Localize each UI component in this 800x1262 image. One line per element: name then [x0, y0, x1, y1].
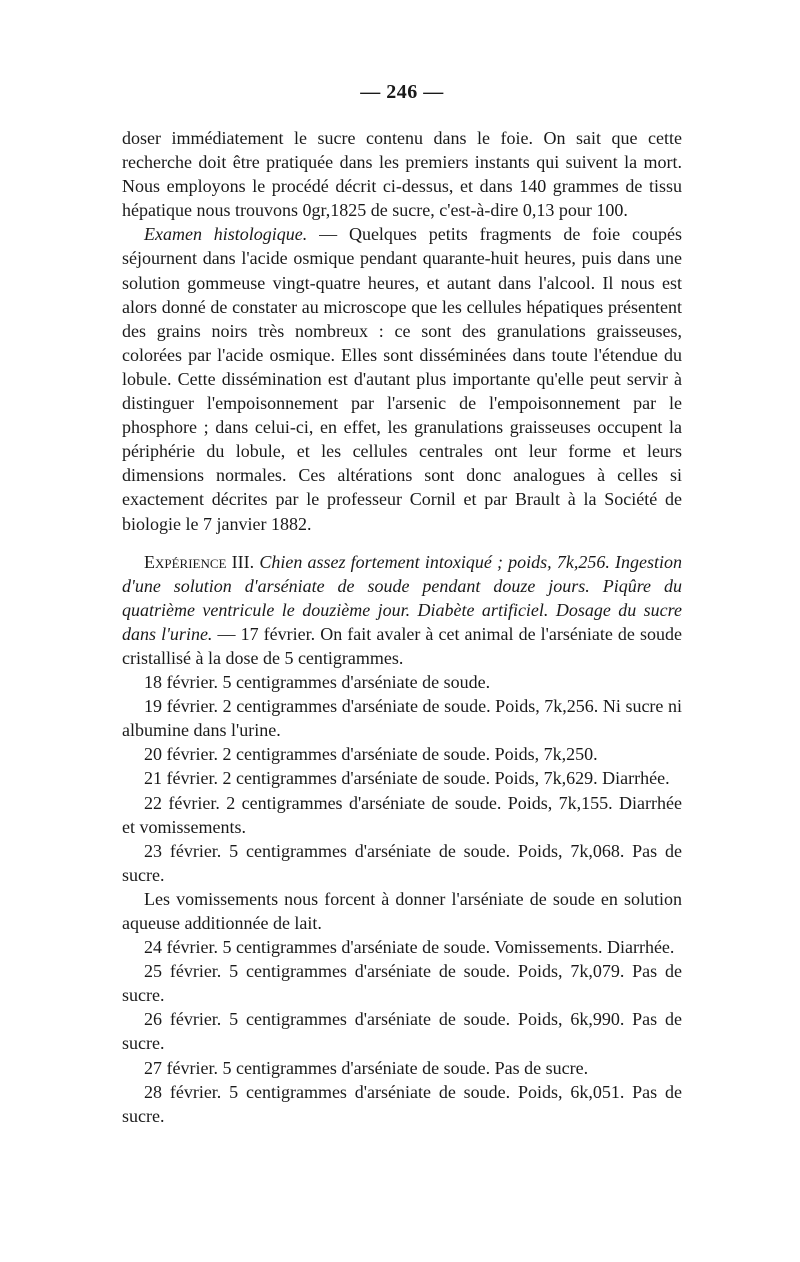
journal-entry: 24 février. 5 centigrammes d'arséniate de soude. Vomissements. Diarrhée. [144, 937, 675, 958]
journal-entry: 22 février. 2 centigrammes d'arséniate de soude. Poids, 7k,155. Diarrhée et vomissements. [122, 792, 682, 837]
journal-entry: 23 février. 5 centigrammes d'arséniate de soude. Poids, 7k,068. Pas de sucre. [122, 840, 682, 885]
journal-entry: Les vomissements nous forcent à donner l'arséniate de soude en solution aqueuse additionnée de lait. [122, 888, 682, 933]
journal-entry: 28 février. 5 centigrammes d'arséniate de soude. Poids, 6k,051. Pas de sucre. [122, 1081, 682, 1126]
page-number: — 246 — [360, 81, 444, 103]
paragraph-histology [122, 222, 682, 535]
experiment-header [122, 550, 682, 670]
histology-text: — Quelques petits fragments de foie coupés séjournent dans l'acide osmique pendant quarante-huit heures, puis dans une solution gommeuse vingt-quatre heures, et autant dans l'alcool. Il nous est alors donné de constater au microscope que les cellules hépatiques présentent des grains noirs très nombreux : ce sont des granulations graisseuses, colorées par l'acide osmique. Elles sont disséminées dans toute l'étendue du lobule. Cette dissémination est d'autant plus importante qu'elle peut servir à distinguer l'empoisonnement par l'arsenic de l'empoisonnement par le phosphore ; dans celui-ci, en effet, les granulations graisseuses occupent la périphérie du lobule, et les cellules centrales ont leur forme et leurs dimensions normales. Ces altérations sont donc analogues à celles si exactement décrites par le professeur Cornil et par Brault à la Société de biologie le 7 janvier 1882. [122, 224, 682, 534]
journal-entry: 25 février. 5 centigrammes d'arséniate de soude. Poids, 7k,079. Pas de sucre. [122, 961, 682, 1006]
experiment-start: — 17 février. On fait avaler à cet animal de l'arséniate de soude cristallisé à la dose de 5 centigrammes. [122, 623, 682, 668]
journal-entry: 21 février. 2 centigrammes d'arséniate de soude. Poids, 7k,629. Diarrhée. [144, 768, 670, 789]
journal-entry: 19 février. 2 centigrammes d'arséniate de soude. Poids, 7k,256. Ni sucre ni albumine dans l'urine. [122, 696, 682, 741]
paragraph-liver-sugar: doser immédiatement le sucre contenu dans le foie. On sait que cette recherche doit être pratiquée dans les premiers instants qui suivent la mort. Nous employons le procédé décrit ci-dessus, et dans 140 grammes de tissu hépatique nous trouvons 0gr,1825 de sucre, c'est-à-dire 0,13 pour 100. [122, 128, 682, 221]
journal-entry: 18 février. 5 centigrammes d'arséniate de soude. [144, 672, 491, 693]
section-gap [122, 536, 682, 550]
experiment-title: Chien assez fortement intoxiqué ; poids, 7k,256. Ingestion d'une solution d'arséniate de soude pendant douze jours. Piqûre du quatrième ventricule le douzième jour. Diabète artificiel. Dosage du sucre dans l'urine. [122, 551, 682, 644]
journal-entry: 27 février. 5 centigrammes d'arséniate de soude. Pas de sucre. [144, 1057, 589, 1078]
journal-entry: 26 février. 5 centigrammes d'arséniate de soude. Poids, 6k,990. Pas de sucre. [122, 1009, 682, 1054]
journal-entry: 20 février. 2 centigrammes d'arséniate de soude. Poids, 7k,250. [144, 744, 598, 765]
book-page [122, 80, 682, 1128]
histology-heading: Examen histologique. [144, 224, 308, 245]
experiment-label: Expérience III. [144, 551, 255, 572]
